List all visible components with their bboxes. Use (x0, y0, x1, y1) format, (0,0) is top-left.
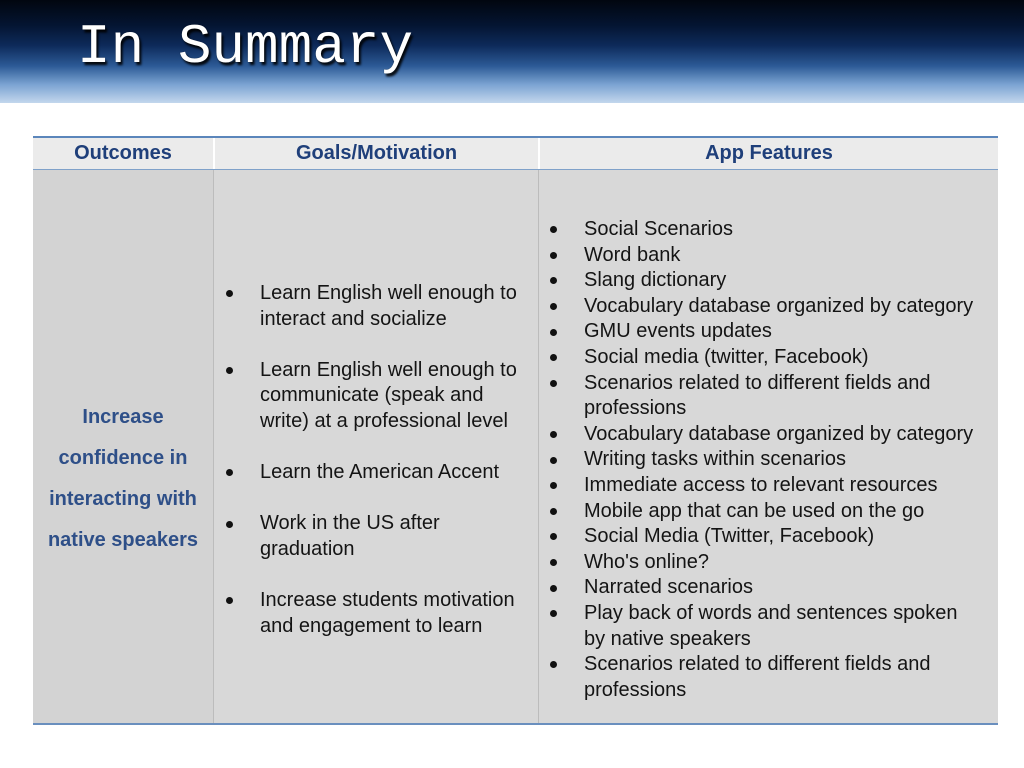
feature-item (584, 345, 973, 371)
goal-item (260, 511, 517, 562)
feature-item (584, 652, 973, 703)
goals-cell (213, 170, 538, 723)
title-band (0, 0, 1024, 103)
goal-text: Work in the US after graduation (260, 512, 440, 560)
feature-text: Who's online? (584, 550, 709, 573)
feature-item (584, 499, 973, 525)
table-row (33, 170, 998, 725)
feature-text: Social Scenarios (584, 218, 733, 240)
feature-item (584, 371, 973, 422)
feature-text: Vocabulary database organized by category (584, 294, 974, 317)
feature-text: Play back of words and sentences spoken by native speakers (584, 601, 958, 650)
goal-item (260, 460, 517, 486)
feature-item (584, 294, 973, 320)
summary-table (33, 136, 998, 725)
feature-item (584, 268, 973, 294)
feature-text: Social media (twitter, Facebook) (584, 345, 869, 368)
feature-text: Scenarios related to different fields and professions (584, 653, 931, 701)
outcomes-cell (33, 170, 213, 723)
goal-text: Learn the American Accent (260, 461, 500, 484)
goal-item (260, 281, 517, 332)
outcome-text: Increase confidence in interacting with native speakers (47, 406, 199, 551)
feature-item (584, 601, 973, 652)
goal-item (260, 588, 517, 639)
header-app-features: App Features (538, 138, 998, 169)
feature-text: Writing tasks within scenarios (584, 448, 846, 471)
header-outcomes: Outcomes (74, 142, 172, 164)
feature-item (584, 524, 973, 550)
features-cell (538, 170, 998, 723)
goal-text: Learn English well enough to communicate (speak and write) at a professional level (260, 358, 517, 432)
feature-item (584, 243, 973, 269)
goal-text: Increase students motivation and engagement to learn (260, 589, 515, 637)
feature-text: Vocabulary database organized by category (584, 422, 974, 445)
goals-list (260, 281, 517, 665)
header-goals-motivation: Goals/Motivation (213, 138, 538, 169)
feature-text: Narrated scenarios (584, 576, 753, 599)
slide-title: In Summary (77, 15, 414, 79)
feature-item (584, 473, 973, 499)
features-list (584, 217, 973, 703)
feature-text: GMU events updates (584, 320, 772, 343)
feature-item (584, 575, 973, 601)
feature-item (584, 447, 973, 473)
feature-item (584, 550, 973, 576)
feature-text: Mobile app that can be used on the go (584, 499, 925, 522)
feature-text: Word bank (584, 243, 681, 266)
goal-item (260, 358, 517, 435)
feature-item (584, 422, 973, 448)
feature-item (584, 217, 973, 243)
feature-text: Scenarios related to different fields and professions (584, 371, 931, 420)
goal-text: Learn English well enough to interact and socialize (260, 282, 517, 330)
feature-text: Immediate access to relevant resources (584, 473, 938, 496)
table-header-row (33, 136, 998, 170)
feature-item (584, 319, 973, 345)
feature-text: Slang dictionary (584, 269, 727, 292)
feature-text: Social Media (Twitter, Facebook) (584, 525, 875, 548)
